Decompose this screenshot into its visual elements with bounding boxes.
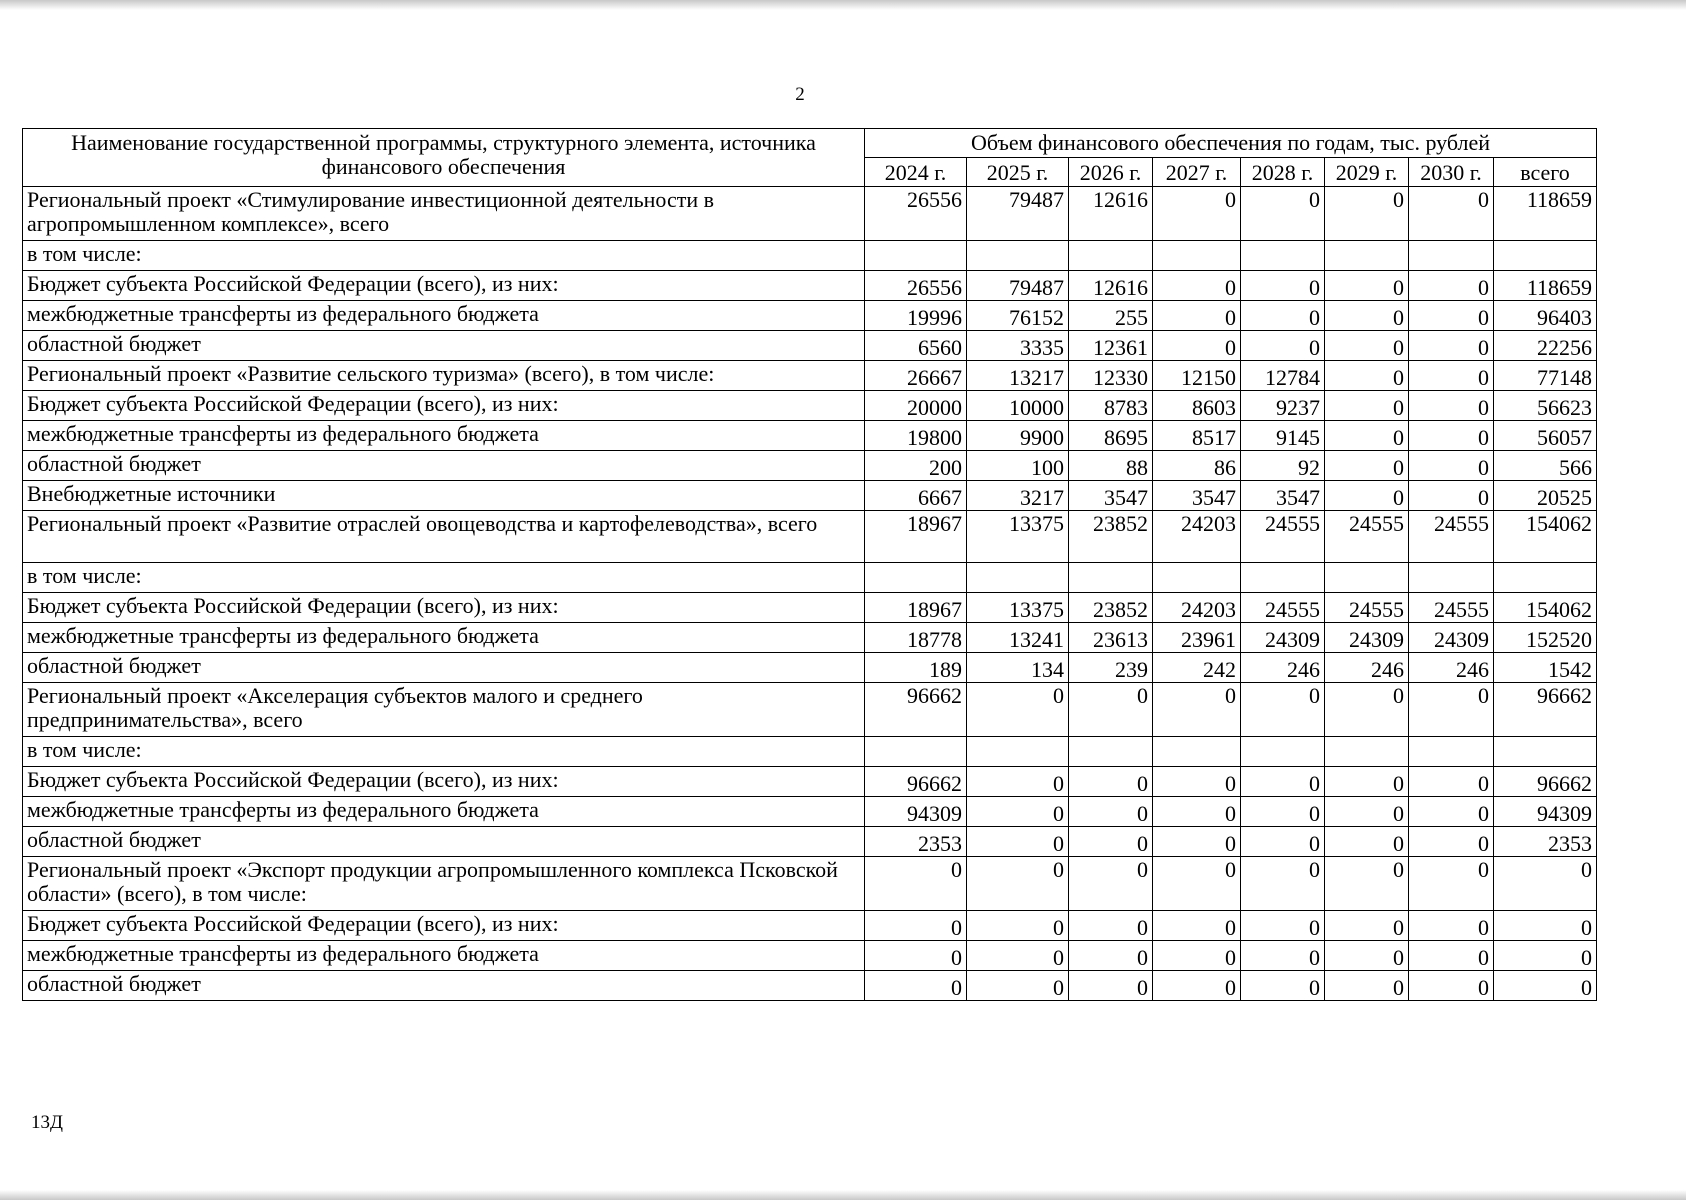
- header-year: 2030 г.: [1409, 158, 1494, 187]
- row-value: [1409, 241, 1494, 271]
- table-row: [23, 797, 1597, 827]
- row-total: 154062: [1494, 593, 1597, 623]
- row-value: 0: [1241, 941, 1325, 971]
- row-value: [1153, 737, 1241, 767]
- table-row: [23, 391, 1597, 421]
- row-value: 0: [1153, 797, 1241, 827]
- row-total: 2353: [1494, 827, 1597, 857]
- row-value: 0: [1409, 391, 1494, 421]
- row-value: 0: [1409, 797, 1494, 827]
- row-value: 26667: [865, 361, 967, 391]
- row-name: Бюджет субъекта Российской Федерации (всего), из них:: [23, 911, 865, 941]
- row-value: 0: [1153, 767, 1241, 797]
- row-value: 0: [1069, 971, 1153, 1001]
- row-value: 6667: [865, 481, 967, 511]
- row-value: 0: [1325, 391, 1409, 421]
- header-year: 2026 г.: [1069, 158, 1153, 187]
- row-value: 0: [1325, 797, 1409, 827]
- table-row: [23, 653, 1597, 683]
- table-row: [23, 187, 1597, 241]
- row-value: 134: [967, 653, 1069, 683]
- table-row: [23, 361, 1597, 391]
- row-name: межбюджетные трансферты из федерального бюджета: [23, 301, 865, 331]
- row-value: 0: [967, 857, 1069, 911]
- row-total: 118659: [1494, 271, 1597, 301]
- row-value: 0: [1325, 271, 1409, 301]
- row-value: 0: [1409, 971, 1494, 1001]
- row-value: 24555: [1241, 511, 1325, 563]
- financing-table: [22, 128, 1597, 1001]
- row-value: [1409, 563, 1494, 593]
- row-value: 86: [1153, 451, 1241, 481]
- row-value: 0: [1325, 911, 1409, 941]
- row-value: 0: [865, 941, 967, 971]
- row-value: 255: [1069, 301, 1153, 331]
- table-row: [23, 683, 1597, 737]
- row-total: 118659: [1494, 187, 1597, 241]
- row-name: Региональный проект «Развитие отраслей овощеводства и картофелеводства», всего: [23, 511, 865, 563]
- row-value: 0: [1409, 941, 1494, 971]
- row-value: [1409, 737, 1494, 767]
- row-value: 24309: [1409, 623, 1494, 653]
- row-total: 94309: [1494, 797, 1597, 827]
- row-value: 3547: [1241, 481, 1325, 511]
- row-value: 24309: [1325, 623, 1409, 653]
- row-value: 18967: [865, 511, 967, 563]
- row-value: 0: [1325, 857, 1409, 911]
- row-value: 3217: [967, 481, 1069, 511]
- row-total: [1494, 241, 1597, 271]
- row-value: 92: [1241, 451, 1325, 481]
- row-total: 0: [1494, 857, 1597, 911]
- row-value: 0: [1325, 683, 1409, 737]
- row-total: 152520: [1494, 623, 1597, 653]
- row-name: Бюджет субъекта Российской Федерации (всего), из них:: [23, 391, 865, 421]
- row-value: 239: [1069, 653, 1153, 683]
- row-value: 0: [1409, 271, 1494, 301]
- row-value: 24203: [1153, 511, 1241, 563]
- row-value: 246: [1241, 653, 1325, 683]
- row-name: областной бюджет: [23, 971, 865, 1001]
- row-value: 0: [1241, 331, 1325, 361]
- row-value: [1325, 241, 1409, 271]
- row-value: 0: [1241, 911, 1325, 941]
- row-value: 0: [865, 971, 967, 1001]
- row-name: Внебюджетные источники: [23, 481, 865, 511]
- row-total: [1494, 737, 1597, 767]
- row-value: 0: [1409, 301, 1494, 331]
- row-value: 3547: [1069, 481, 1153, 511]
- row-value: [1325, 737, 1409, 767]
- row-name: Бюджет субъекта Российской Федерации (всего), из них:: [23, 593, 865, 623]
- table-row: [23, 593, 1597, 623]
- row-value: 0: [967, 911, 1069, 941]
- row-value: [1241, 563, 1325, 593]
- row-value: 0: [1069, 683, 1153, 737]
- row-value: 246: [1325, 653, 1409, 683]
- row-value: 0: [1409, 767, 1494, 797]
- row-value: 13241: [967, 623, 1069, 653]
- row-value: 23613: [1069, 623, 1153, 653]
- row-value: 0: [865, 857, 967, 911]
- row-value: 18967: [865, 593, 967, 623]
- row-value: 23961: [1153, 623, 1241, 653]
- row-value: 12784: [1241, 361, 1325, 391]
- row-value: 0: [865, 911, 967, 941]
- row-value: 0: [1153, 301, 1241, 331]
- row-value: 0: [1069, 767, 1153, 797]
- table-row: [23, 941, 1597, 971]
- row-value: 0: [1153, 857, 1241, 911]
- row-name: Региональный проект «Акселерация субъектов малого и среднего предпринимательства», всего: [23, 683, 865, 737]
- row-value: 24309: [1241, 623, 1325, 653]
- header-year: 2029 г.: [1325, 158, 1409, 187]
- row-value: 88: [1069, 451, 1153, 481]
- row-value: 19996: [865, 301, 967, 331]
- row-value: 0: [1325, 451, 1409, 481]
- row-value: [1241, 737, 1325, 767]
- header-year: 2025 г.: [967, 158, 1069, 187]
- row-value: 24555: [1409, 511, 1494, 563]
- row-value: 3335: [967, 331, 1069, 361]
- row-value: 0: [1409, 481, 1494, 511]
- table-row: [23, 271, 1597, 301]
- row-total: 56623: [1494, 391, 1597, 421]
- table-row: [23, 421, 1597, 451]
- row-total: 566: [1494, 451, 1597, 481]
- row-value: 12330: [1069, 361, 1153, 391]
- row-value: 0: [1325, 971, 1409, 1001]
- row-value: 0: [1069, 797, 1153, 827]
- row-value: 76152: [967, 301, 1069, 331]
- row-value: 24555: [1325, 593, 1409, 623]
- row-value: [865, 563, 967, 593]
- row-value: 0: [967, 941, 1069, 971]
- row-value: [1069, 241, 1153, 271]
- row-value: 8783: [1069, 391, 1153, 421]
- row-total: 77148: [1494, 361, 1597, 391]
- row-value: 8603: [1153, 391, 1241, 421]
- header-group: Объем финансового обеспечения по годам, тыс. рублей: [865, 129, 1597, 158]
- row-value: 6560: [865, 331, 967, 361]
- row-value: 0: [1325, 941, 1409, 971]
- row-value: 23852: [1069, 593, 1153, 623]
- table-header: [23, 129, 1597, 187]
- row-value: 0: [1241, 187, 1325, 241]
- footer-code: 13Д: [31, 1112, 63, 1133]
- row-value: 0: [1069, 857, 1153, 911]
- table-row: [23, 481, 1597, 511]
- row-name: межбюджетные трансферты из федерального бюджета: [23, 941, 865, 971]
- row-value: [967, 563, 1069, 593]
- row-value: 19800: [865, 421, 967, 451]
- row-value: 0: [967, 971, 1069, 1001]
- row-value: 0: [967, 797, 1069, 827]
- table-row: [23, 827, 1597, 857]
- row-value: 0: [1325, 361, 1409, 391]
- row-value: 0: [1153, 971, 1241, 1001]
- row-value: 0: [1325, 421, 1409, 451]
- row-value: [865, 737, 967, 767]
- row-value: 20000: [865, 391, 967, 421]
- row-value: [1241, 241, 1325, 271]
- row-total: 56057: [1494, 421, 1597, 451]
- row-value: 0: [1409, 683, 1494, 737]
- row-value: 24555: [1241, 593, 1325, 623]
- row-value: 0: [1069, 911, 1153, 941]
- row-name: Региональный проект «Стимулирование инвестиционной деятельности в агропромышленном комплексе», всего: [23, 187, 865, 241]
- row-value: 0: [1153, 827, 1241, 857]
- row-value: 0: [1241, 971, 1325, 1001]
- table-row: [23, 767, 1597, 797]
- row-value: [1153, 563, 1241, 593]
- row-value: 18778: [865, 623, 967, 653]
- row-value: 79487: [967, 187, 1069, 241]
- row-value: [967, 241, 1069, 271]
- table-row: [23, 911, 1597, 941]
- row-value: 0: [1409, 827, 1494, 857]
- row-value: 0: [1325, 331, 1409, 361]
- row-value: 0: [1409, 331, 1494, 361]
- row-name: Региональный проект «Экспорт продукции агропромышленного комплекса Псковской области» (всего), в том числе:: [23, 857, 865, 911]
- row-value: [967, 737, 1069, 767]
- row-value: 242: [1153, 653, 1241, 683]
- row-total: 0: [1494, 911, 1597, 941]
- row-value: 8517: [1153, 421, 1241, 451]
- table-row: [23, 241, 1597, 271]
- row-value: 100: [967, 451, 1069, 481]
- row-name: межбюджетные трансферты из федерального бюджета: [23, 623, 865, 653]
- row-value: 12361: [1069, 331, 1153, 361]
- row-value: 96662: [865, 683, 967, 737]
- row-value: 3547: [1153, 481, 1241, 511]
- row-value: 0: [967, 767, 1069, 797]
- row-name: межбюджетные трансферты из федерального бюджета: [23, 421, 865, 451]
- row-value: [1069, 563, 1153, 593]
- row-total: 22256: [1494, 331, 1597, 361]
- table-row: [23, 971, 1597, 1001]
- row-value: 0: [1153, 187, 1241, 241]
- table-row: [23, 301, 1597, 331]
- row-value: 9900: [967, 421, 1069, 451]
- row-value: 0: [1241, 301, 1325, 331]
- row-value: 0: [1325, 481, 1409, 511]
- row-value: 12616: [1069, 187, 1153, 241]
- row-name: областной бюджет: [23, 451, 865, 481]
- row-total: 96662: [1494, 683, 1597, 737]
- row-value: [865, 241, 967, 271]
- row-total: 20525: [1494, 481, 1597, 511]
- row-value: 13217: [967, 361, 1069, 391]
- row-value: [1153, 241, 1241, 271]
- table-row: [23, 563, 1597, 593]
- row-value: 0: [1409, 911, 1494, 941]
- row-name: в том числе:: [23, 737, 865, 767]
- table-row: [23, 331, 1597, 361]
- row-total: 154062: [1494, 511, 1597, 563]
- row-value: 0: [1409, 361, 1494, 391]
- row-total: 0: [1494, 971, 1597, 1001]
- row-value: [1069, 737, 1153, 767]
- row-value: 79487: [967, 271, 1069, 301]
- row-value: 0: [1409, 421, 1494, 451]
- row-value: 0: [967, 683, 1069, 737]
- header-name-column: Наименование государственной программы, структурного элемента, источника финансового обеспечения: [23, 129, 865, 187]
- table-row: [23, 857, 1597, 911]
- row-name: межбюджетные трансферты из федерального бюджета: [23, 797, 865, 827]
- row-name: Бюджет субъекта Российской Федерации (всего), из них:: [23, 767, 865, 797]
- row-value: 0: [1153, 271, 1241, 301]
- row-name: областной бюджет: [23, 827, 865, 857]
- table-row: [23, 511, 1597, 563]
- row-value: 0: [1241, 797, 1325, 827]
- row-value: 0: [1241, 767, 1325, 797]
- row-total: [1494, 563, 1597, 593]
- page-number: 2: [795, 84, 805, 105]
- row-value: 0: [1069, 827, 1153, 857]
- row-value: 0: [967, 827, 1069, 857]
- row-value: 0: [1325, 767, 1409, 797]
- row-name: в том числе:: [23, 563, 865, 593]
- row-value: 0: [1409, 857, 1494, 911]
- scan-edge-top: [0, 0, 1686, 10]
- header-total: всего: [1494, 158, 1597, 187]
- row-name: Региональный проект «Развитие сельского туризма» (всего), в том числе:: [23, 361, 865, 391]
- row-value: 246: [1409, 653, 1494, 683]
- row-value: 26556: [865, 271, 967, 301]
- row-value: 0: [1153, 683, 1241, 737]
- row-value: 0: [1153, 331, 1241, 361]
- row-value: [1325, 563, 1409, 593]
- row-name: областной бюджет: [23, 331, 865, 361]
- row-value: 2353: [865, 827, 967, 857]
- header-year: 2028 г.: [1241, 158, 1325, 187]
- row-value: 0: [1325, 187, 1409, 241]
- row-value: 0: [1241, 683, 1325, 737]
- row-value: 24555: [1325, 511, 1409, 563]
- row-value: 94309: [865, 797, 967, 827]
- row-value: 0: [1325, 827, 1409, 857]
- row-value: 0: [1241, 827, 1325, 857]
- row-value: 12616: [1069, 271, 1153, 301]
- row-total: 0: [1494, 941, 1597, 971]
- header-year: 2027 г.: [1153, 158, 1241, 187]
- row-value: 13375: [967, 593, 1069, 623]
- row-name: областной бюджет: [23, 653, 865, 683]
- row-value: 24555: [1409, 593, 1494, 623]
- row-value: 200: [865, 451, 967, 481]
- row-total: 1542: [1494, 653, 1597, 683]
- row-value: 9237: [1241, 391, 1325, 421]
- table-row: [23, 737, 1597, 767]
- row-value: 0: [1069, 941, 1153, 971]
- row-value: 8695: [1069, 421, 1153, 451]
- row-value: 9145: [1241, 421, 1325, 451]
- row-value: 0: [1241, 271, 1325, 301]
- row-value: 96662: [865, 767, 967, 797]
- table-row: [23, 623, 1597, 653]
- row-value: 12150: [1153, 361, 1241, 391]
- row-total: 96662: [1494, 767, 1597, 797]
- scan-edge-bottom: [0, 1190, 1686, 1200]
- row-value: 0: [1153, 941, 1241, 971]
- row-value: 23852: [1069, 511, 1153, 563]
- row-name: Бюджет субъекта Российской Федерации (всего), из них:: [23, 271, 865, 301]
- row-value: 0: [1409, 187, 1494, 241]
- row-value: 189: [865, 653, 967, 683]
- row-value: 13375: [967, 511, 1069, 563]
- row-value: 0: [1409, 451, 1494, 481]
- row-value: 0: [1241, 857, 1325, 911]
- row-value: 24203: [1153, 593, 1241, 623]
- table-row: [23, 451, 1597, 481]
- row-value: 26556: [865, 187, 967, 241]
- row-value: 0: [1325, 301, 1409, 331]
- table-body: [23, 187, 1597, 1001]
- row-value: 10000: [967, 391, 1069, 421]
- row-total: 96403: [1494, 301, 1597, 331]
- header-year: 2024 г.: [865, 158, 967, 187]
- row-value: 0: [1153, 911, 1241, 941]
- row-name: в том числе:: [23, 241, 865, 271]
